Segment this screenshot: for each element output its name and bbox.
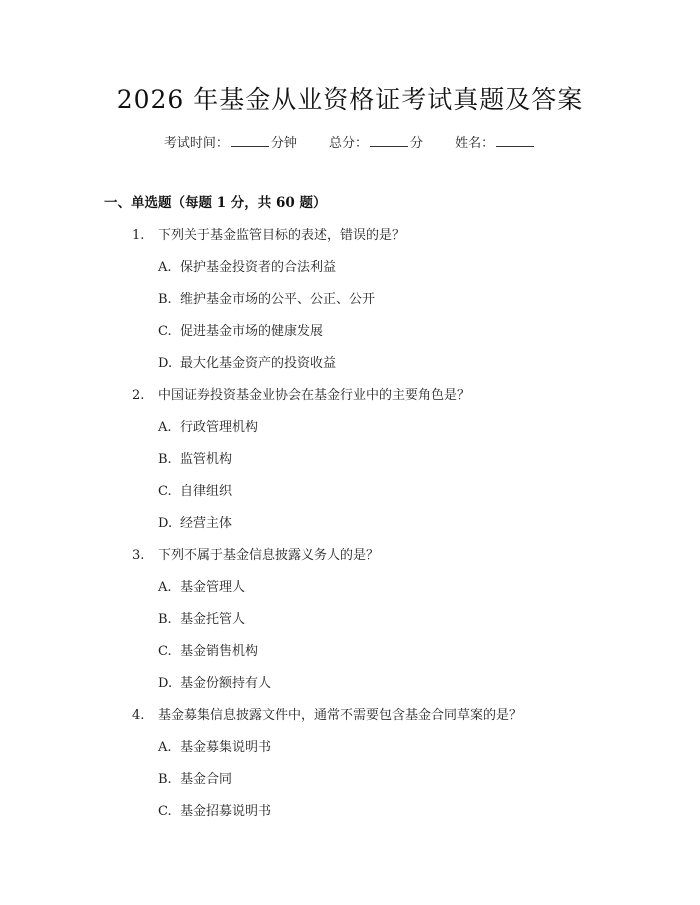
exam-score <box>329 132 423 151</box>
exam-name <box>455 132 536 151</box>
option-letter: D. <box>158 516 173 531</box>
option-3-a <box>158 576 245 595</box>
option-letter: D. <box>158 356 173 371</box>
option-text: 经营主体 <box>180 516 233 531</box>
option-letter: B. <box>158 292 172 307</box>
option-text: 基金管理人 <box>180 580 246 595</box>
option-text: 基金托管人 <box>180 612 246 627</box>
option-letter: A. <box>158 580 172 595</box>
option-letter: C. <box>158 484 172 499</box>
option-text: 最大化基金资产的投资收益 <box>180 356 337 371</box>
option-text: 促进基金市场的健康发展 <box>180 324 324 339</box>
exam-time-unit: 分钟 <box>270 136 297 151</box>
option-text: 基金募集说明书 <box>180 740 272 755</box>
question-3 <box>132 544 379 563</box>
exam-meta <box>0 132 700 151</box>
option-letter: B. <box>158 772 172 787</box>
section-heading: 一、单选题（每题 1 分，共 60 题） <box>104 195 327 211</box>
exam-time-label: 考试时间： <box>163 136 229 151</box>
question-number: 1. <box>132 228 145 243</box>
question-text: 中国证券投资基金业协会在基金行业中的主要角色是？ <box>158 388 471 403</box>
option-letter: C. <box>158 644 172 659</box>
option-letter: B. <box>158 452 172 467</box>
question-2 <box>132 384 470 403</box>
option-1-a <box>158 256 336 275</box>
exam-score-unit: 分 <box>410 136 424 151</box>
option-text: 保护基金投资者的合法利益 <box>180 260 337 275</box>
option-1-b <box>158 288 375 307</box>
option-letter: A. <box>158 260 172 275</box>
option-2-a <box>158 416 258 435</box>
option-2-d <box>158 512 232 531</box>
exam-score-blank <box>370 134 408 147</box>
question-text: 下列不属于基金信息披露义务人的是？ <box>158 548 380 563</box>
option-text: 基金销售机构 <box>180 644 259 659</box>
exam-name-label: 姓名： <box>455 136 495 151</box>
exam-time-blank <box>231 134 269 147</box>
option-4-b <box>158 768 232 787</box>
option-4-a <box>158 736 271 755</box>
option-text: 基金份额持有人 <box>180 676 272 691</box>
question-number: 2. <box>132 388 145 403</box>
option-letter: C. <box>158 804 172 819</box>
question-number: 3. <box>132 548 145 563</box>
option-1-c <box>158 320 323 339</box>
question-text: 下列关于基金监管目标的表述，错误的是？ <box>158 228 406 243</box>
exam-time <box>164 132 297 151</box>
page-title: 2026 年基金从业资格证考试真题及答案 <box>116 85 584 114</box>
option-letter: D. <box>158 676 173 691</box>
exam-name-blank <box>496 134 534 147</box>
option-letter: A. <box>158 740 172 755</box>
option-1-d <box>158 352 336 371</box>
question-1 <box>132 224 405 243</box>
option-text: 行政管理机构 <box>180 420 259 435</box>
exam-score-label: 总分： <box>328 136 368 151</box>
option-letter: A. <box>158 420 172 435</box>
option-4-c <box>158 800 271 819</box>
option-3-c <box>158 640 258 659</box>
option-text: 维护基金市场的公平、公正、公开 <box>180 292 376 307</box>
option-letter: C. <box>158 324 172 339</box>
question-number: 4. <box>132 708 145 723</box>
option-text: 基金招募说明书 <box>180 804 272 819</box>
option-3-d <box>158 672 271 691</box>
option-2-b <box>158 448 232 467</box>
question-4 <box>132 704 522 723</box>
question-text: 基金募集信息披露文件中，通常不需要包含基金合同草案的是？ <box>158 708 523 723</box>
option-text: 自律组织 <box>180 484 233 499</box>
option-2-c <box>158 480 232 499</box>
option-letter: B. <box>158 612 172 627</box>
option-3-b <box>158 608 245 627</box>
option-text: 基金合同 <box>180 772 233 787</box>
option-text: 监管机构 <box>180 452 233 467</box>
